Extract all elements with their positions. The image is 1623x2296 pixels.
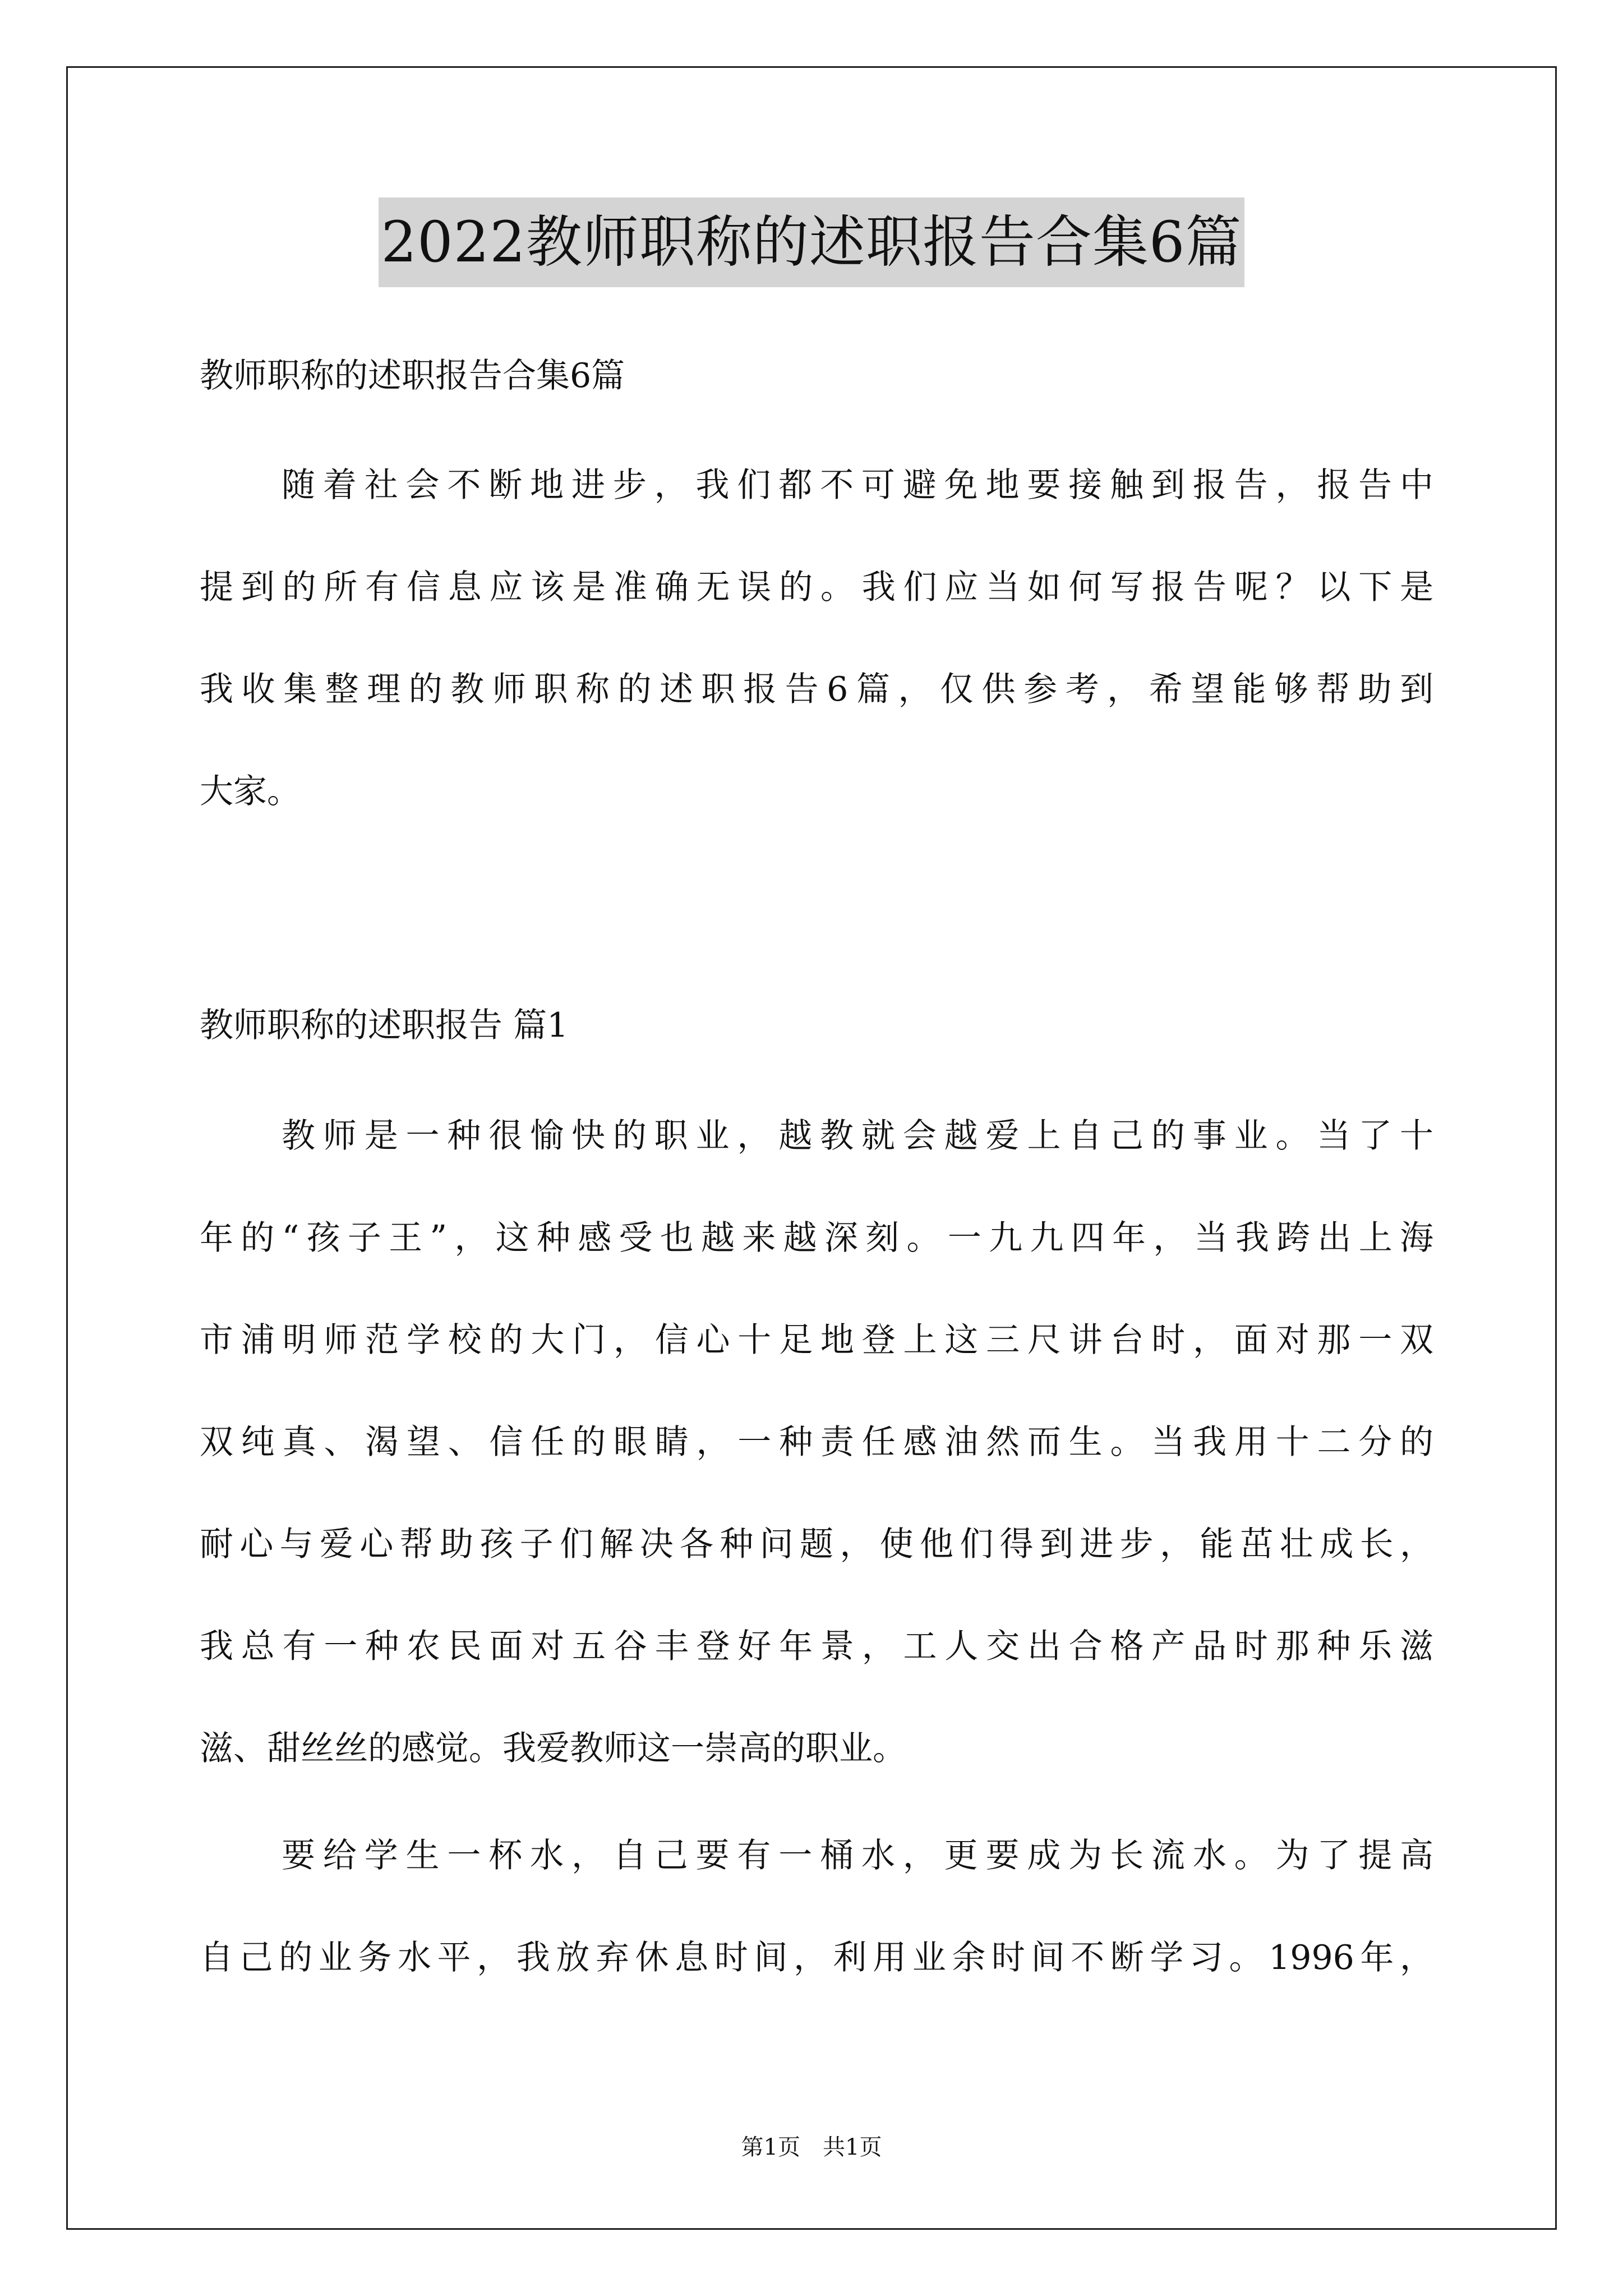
paragraph-line: 要给学生一杯水，自己要有一桶水，更要成为长流水。为了提高 xyxy=(282,1836,1433,1875)
section-heading: 教师职称的述职报告 篇1 xyxy=(200,1006,569,1045)
paragraph-line: 我总有一种农民面对五谷丰登好年景，工人交出合格产品时那种乐滋 xyxy=(200,1627,1433,1666)
title-container xyxy=(0,197,1623,287)
paragraph-line: 自己的业务水平，我放弃休息时间，利用业余时间不断学习。1996年， xyxy=(200,1938,1433,1977)
intro-line: 我收集整理的教师职称的述职报告6篇，仅供参考，希望能够帮助到 xyxy=(200,670,1433,709)
intro-line: 随着社会不断地进步，我们都不可避免地要接触到报告，报告中 xyxy=(282,466,1433,505)
paragraph-line: 双纯真、渴望、信任的眼睛，一种责任感油然而生。当我用十二分的 xyxy=(200,1423,1433,1462)
paragraph-line: 教师是一种很愉快的职业，越教就会越爱上自己的事业。当了十 xyxy=(282,1116,1433,1156)
intro-line: 提到的所有信息应该是准确无误的。我们应当如何写报告呢？以下是 xyxy=(200,568,1433,607)
intro-line: 大家。 xyxy=(200,772,301,811)
paragraph-line: 滋、甜丝丝的感觉。我爱教师这一崇高的职业。 xyxy=(200,1729,906,1768)
document-subtitle: 教师职称的述职报告合集6篇 xyxy=(200,356,625,395)
document-title: 2022教师职称的述职报告合集6篇 xyxy=(379,197,1244,287)
paragraph-line: 市浦明师范学校的大门，信心十足地登上这三尺讲台时，面对那一双 xyxy=(200,1320,1433,1360)
paragraph-line: 耐心与爱心帮助孩子们解决各种问题，使他们得到进步，能茁壮成长， xyxy=(200,1525,1433,1564)
paragraph-line: 年的“孩子王”，这种感受也越来越深刻。一九九四年，当我跨出上海 xyxy=(200,1218,1433,1258)
page-footer: 第1页 共1页 xyxy=(741,2134,882,2160)
